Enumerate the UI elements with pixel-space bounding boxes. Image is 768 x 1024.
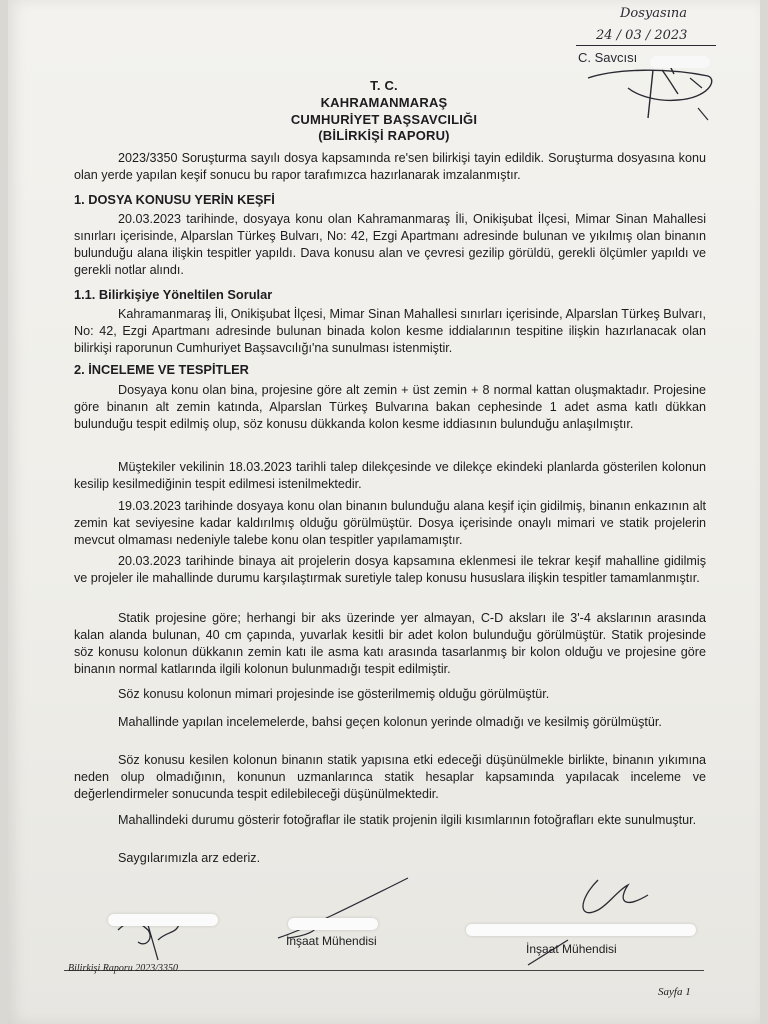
section2-p7: Mahallinde yapılan incelemelerde, bahsi geçen kolonun yerinde olmadığı ve kesilmiş görülmüştür. xyxy=(118,715,662,729)
section2-title: 2. İNCELEME VE TESPİTLER xyxy=(74,362,249,377)
redaction-3 xyxy=(466,924,696,936)
section2-p5: Statik projesine göre; herhangi bir aks üzerinde yer almayan, C-D aksları ile 3'-4 akslarının arasında kalan alanda bulunan, 40 cm çapında, yuvarlak kesitli bir adet kolon bulunduğu görülmüştür. Statik projesinde söz konusu kolonun dükkanın zemin katı ile asma katı arasında tasarlanmış bir kolon olduğu ve projesine göre binanın normal katlarında ilgili kolonun bulunmadığı tespit edilmiştir. xyxy=(74,611,706,676)
redaction-2 xyxy=(288,918,378,930)
signature-2-title: İnşaat Mühendisi xyxy=(286,934,377,948)
stamp-officer: C. Savcısı xyxy=(578,50,638,65)
footer-report-id: Bilirkişi Raporu 2023/3350 xyxy=(68,963,178,974)
section2-p9: Mahallindeki durumu gösterir fotoğraflar ile statik projenin ilgili kısımlarının fotoğrafları ekte sunulmuştur. xyxy=(118,813,697,827)
stamp-label: Dosyasına xyxy=(620,6,687,21)
redaction-1 xyxy=(108,914,218,926)
stamp-date: 24 / 03 / 2023 xyxy=(596,28,688,43)
section1-text: 20.03.2023 tarihinde, dosyaya konu olan Kahramanmaraş İli, Onikişubat İlçesi, Mimar Sinan Mahallesi sınırları içerisinde, Alparslan Türkeş Bulvarı, No: 42, Ezgi Apartmanı adresinde bulunan ve yıkılmış olan binanın bulunduğu alana ilişkin tespitler yapıldı. Dava konusu alan ve çevresi gezilip görüldü, gerekli ölçümler yapıldı ve gerekli notlar alındı. xyxy=(74,212,706,277)
signature-1 xyxy=(98,890,228,970)
closing-text: Saygılarımızla arz ederiz. xyxy=(118,851,261,865)
section2-p3: 19.03.2023 tarihinde dosyaya konu olan binanın bulunduğu alana keşif için gidilmiş, binanın enkazının alt zemin kat seviyesine kadar kaldırılmış olduğu görülmüştür. Dosya içerisinde onaylı mimari ve statik projelerin mevcut olmaması nedeniyle talebe konu olan tespitler yapılamamıştır. xyxy=(74,499,706,547)
section2-p4: 20.03.2023 tarihinde binaya ait projelerin dosya kapsamına eklenmesi ile tekrar keşif mahalline gidilmiş ve projeler ile mahallinde durumu karşılaştırmak suretiyle talep konusu hususlara ilişkin tespitler tamamlanmıştır. xyxy=(74,554,706,585)
section11-text: Kahramanmaraş İli, Onikişubat İlçesi, Mimar Sinan Mahallesi sınırları içerisinde, Alparslan Türkeş Bulvarı, No: 42, Ezgi Apartmanı adresinde bulunan binada kolon kesme iddialarının tespitine ilişkin hazırlanacak olan bilirkişi raporunun Cumhuriyet Başsavcılığı'na sunulması istenmiştir. xyxy=(74,307,706,355)
section2-p1: Dosyaya konu olan bina, projesine göre alt zemin + üst zemin + 8 normal kattan oluşmaktadır. Projesine göre binanın alt zemin katında, Alparslan Türkeş Bulvarına bakan cephesinde 1 adet asma katlı dükkan bulunduğu tespit edilmiş olup, söz konusu dükkanda kolon kesme iddiasının bulunduğu anlaşılmıştır. xyxy=(74,383,706,431)
intro-paragraph: 2023/3350 Soruşturma sayılı dosya kapsamında re'sen bilirkişi tayin edildik. Soruşturma dosyasına konu olan yerde yapılan keşif sonucu bu rapor tarafımızca hazırlanarak imzalanmıştır. xyxy=(74,151,706,182)
section1-title: 1. DOSYA KONUSU YERİN KEŞFİ xyxy=(74,192,275,207)
signature-3-title: İnşaat Mühendisi xyxy=(526,942,617,956)
section2-p8: Söz konusu kesilen kolonun binanın statik yapısına etki edeceği düşünülmekle birlikte, binanın yıkımına neden olup olmadığının, konunun uzmanlarınca statik hesaplar kapsamında yapılacak inceleme ve değerlendirmeler sonucunda tespit edilebileceği düşünülmektedir. xyxy=(74,753,706,801)
header-report-type: (BİLİRKİŞİ RAPORU) xyxy=(318,128,450,143)
header-office: CUMHURİYET BAŞSAVCILIĞI xyxy=(290,112,478,127)
document-page xyxy=(8,0,760,1024)
section2-p2: Müştekiler vekilinin 18.03.2023 tarihli talep dilekçesinde ve dilekçe ekindeki planlarda gösterilen kolonun kesilip kesilmediğinin tespit edilmesi istenilmektedir. xyxy=(74,460,706,491)
section11-title: 1.1. Bilirkişiye Yöneltilen Sorular xyxy=(74,287,273,302)
section2-p6: Söz konusu kolonun mimari projesinde ise gösterilmemiş olduğu görülmüştür. xyxy=(118,687,550,701)
header-city: KAHRAMANMARAŞ xyxy=(320,95,448,110)
header-tc: T. C. xyxy=(370,78,398,93)
footer-page-number: Sayfa 1 xyxy=(658,986,691,998)
